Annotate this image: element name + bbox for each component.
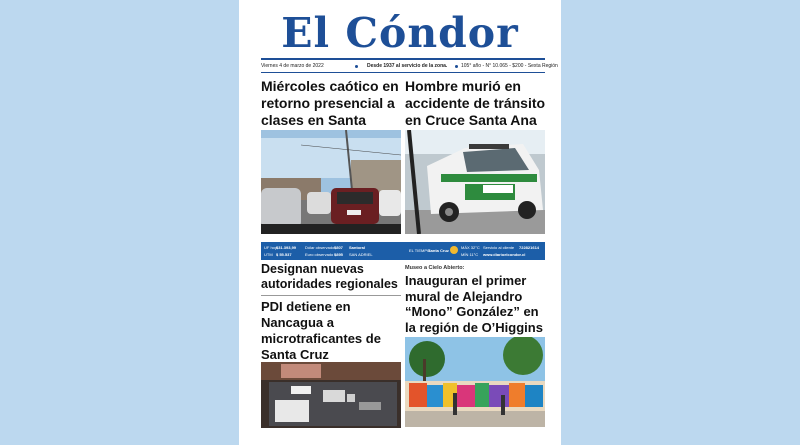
edition-info: 105° año - N° 10.065 - $200 - Sexta Región (461, 63, 558, 69)
issue-date: Viernes 4 de marzo de 2022 (261, 63, 324, 69)
weather-city: Santa Cruz (428, 248, 449, 253)
evidence-photo (261, 362, 401, 428)
mural-photo (405, 337, 545, 427)
dateline-dot (355, 65, 358, 68)
masthead-rule-bottom (261, 72, 545, 73)
dateline-dot (455, 65, 458, 68)
contact-label: Servicio al cliente (483, 245, 515, 250)
police-car-photo (405, 130, 545, 234)
museo-kicker: Museo a Cielo Abierto: (405, 265, 465, 271)
tagline: Desde 1937 al servicio de la zona. (367, 63, 448, 69)
masthead-rule-top (261, 58, 545, 60)
santoral-label: Santoral (349, 245, 366, 250)
contact-phone: 722821614 (519, 245, 540, 250)
dateline (261, 62, 558, 71)
utm-label: UTM (264, 252, 273, 257)
temp-max: MÁX 32°C (461, 245, 480, 250)
traffic-photo (261, 130, 401, 234)
dolar-value: $807 (334, 245, 343, 250)
weather-label: EL TIEMPO (409, 248, 431, 253)
euro-value: $895 (334, 252, 343, 257)
headline-lead-right[interactable]: Hombre murió en accidente de tránsito en Cruce Santa Ana (405, 78, 546, 128)
temp-min: MÍN 11°C (461, 252, 479, 257)
website[interactable]: www.diarioelcondor.cl (483, 252, 526, 257)
headline-museo[interactable]: Inauguran el primer mural de Alejandro “Mono” González” en la región de O’Higgins (405, 273, 543, 335)
headline-designan[interactable]: Designan nuevas autoridades regionales (261, 262, 398, 291)
headline-lead-left[interactable]: Miércoles caótico en retorno presencial a clases en Santa (261, 78, 399, 128)
euro-label: Euro observado (305, 252, 334, 257)
newspaper-front-page (239, 0, 561, 445)
uf-value: $31.393,99 (276, 245, 297, 250)
masthead-title: El Cóndor (281, 9, 519, 57)
headline-pdi[interactable]: PDI detiene en Nancagua a microtraficantes de Santa Cruz (261, 299, 381, 362)
sun-icon (450, 246, 458, 254)
divider (261, 295, 401, 296)
dolar-label: Dólar observado (305, 245, 335, 250)
indicators-strip (261, 242, 545, 260)
utm-value: $ 55.537 (276, 252, 292, 257)
uf-label: UF hoy (264, 245, 277, 250)
santoral-value: SAN ADRIEL (349, 252, 373, 257)
